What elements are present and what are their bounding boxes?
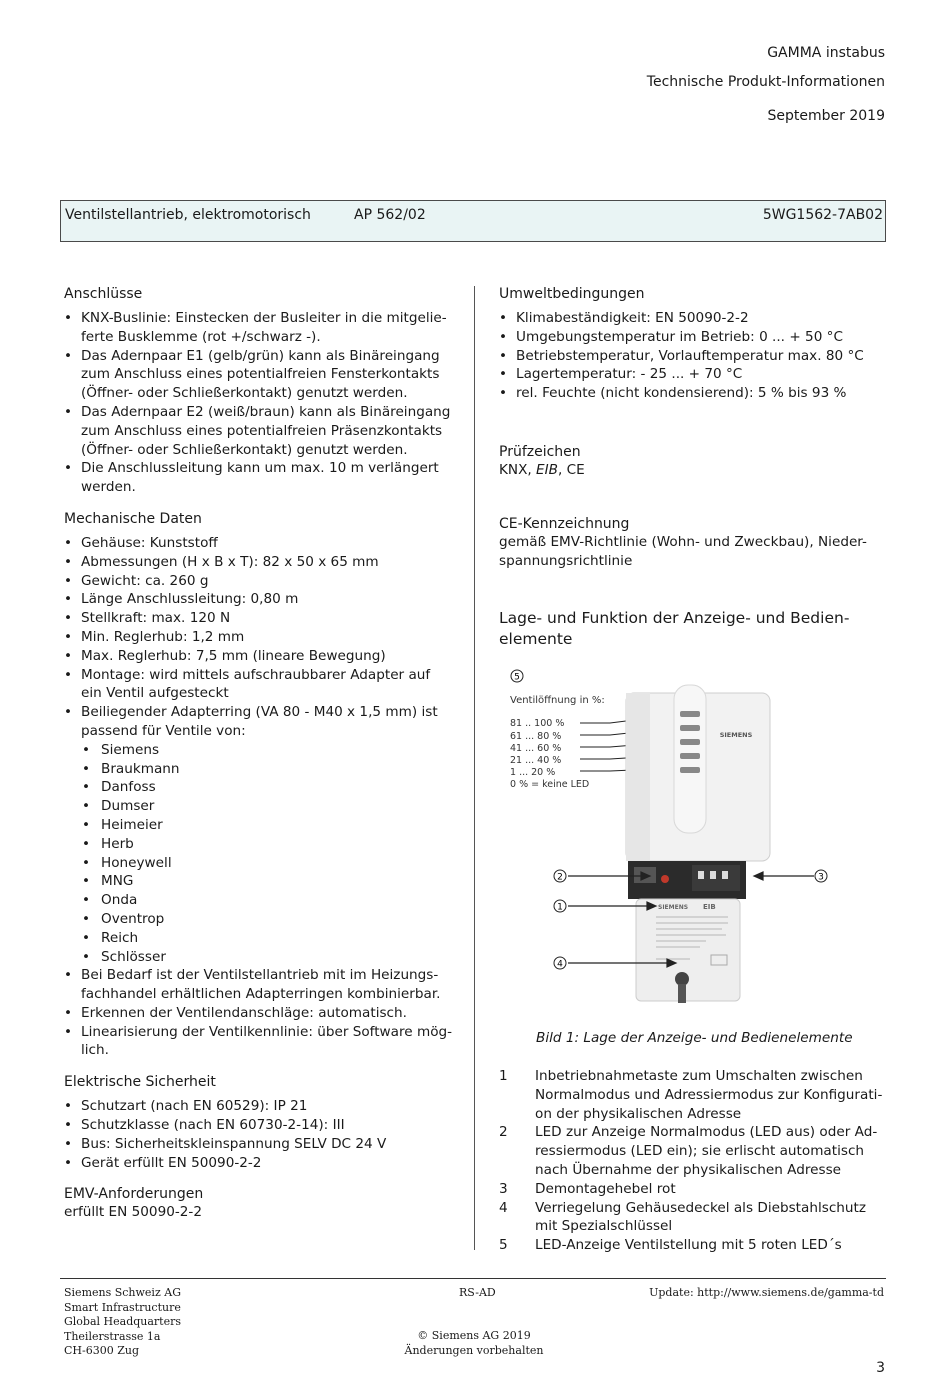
figure-label-title: Ventilöffnung in %: — [510, 695, 605, 706]
marker-1-label: 1 — [557, 902, 563, 913]
brand-item: • Dumser — [82, 797, 454, 816]
led-slot — [680, 753, 700, 759]
list-item: • Betriebstemperatur, Vorlauftemperatur max. 80 °C — [499, 347, 889, 366]
marker-3-label: 3 — [818, 872, 824, 883]
ce-text: gemäß EMV-Richtlinie (Wohn- und Zweckbau), Nieder-spannungsrichtlinie — [499, 534, 867, 569]
right-column — [499, 286, 889, 403]
legend-item: 2 LED zur Anzeige Normalmodus (LED aus) oder Ad-ressiermodus (LED ein); sie erlischt automatisch nach Übernahme der physikalischen Adresse — [499, 1124, 878, 1178]
figure-legend — [499, 1067, 884, 1255]
device-housing — [626, 685, 770, 861]
label-eib-logo: EIB — [703, 903, 716, 911]
section-heading-lage: Lage- und Funktion der Anzeige- und Bedien-elemente — [499, 609, 850, 648]
brand-item: • Honeywell — [82, 854, 454, 873]
section-heading-emv: EMV-Anforderungen — [64, 1186, 204, 1203]
device-lower-body — [636, 899, 740, 1003]
list-item: • Schutzklasse (nach EN 60730-2-14): III — [64, 1116, 454, 1135]
list-item: • rel. Feuchte (nicht kondensierend): 5 % bis 93 % — [499, 384, 889, 403]
brand-name: GAMMA instabus — [767, 45, 885, 61]
legend-item: 5 LED-Anzeige Ventilstellung mit 5 roten LED´s — [499, 1237, 842, 1254]
brand-item: • Oventrop — [82, 910, 454, 929]
list-anschluesse — [64, 309, 454, 497]
list-item: • Gerät erfüllt EN 50090-2-2 — [64, 1154, 454, 1173]
brand-item: • Onda — [82, 891, 454, 910]
section-heading-pruef: Prüfzeichen — [499, 444, 581, 460]
list-item: • Gewicht: ca. 260 g — [64, 572, 454, 591]
device-figure — [500, 665, 885, 1035]
level-label: 21 ... 40 % — [510, 755, 562, 766]
list-umwelt — [499, 309, 889, 403]
list-item: • Bei Bedarf ist der Ventilstellantrieb mit im Heizungs-fachhandel erhältlichen Adapterringen kombinierbar. — [64, 966, 454, 1004]
legend-item: 4 Verriegelung Gehäusedeckel als Diebstahlschutz mit Spezialschlüssel — [499, 1199, 866, 1235]
list-item: • Klimabeständigkeit: EN 50090-2-2 — [499, 309, 889, 328]
label-brand: SIEMENS — [658, 904, 689, 911]
section-heading-mechanik: Mechanische Daten — [64, 510, 202, 527]
document-type: Technische Produkt-Informationen — [646, 74, 885, 90]
list-item: • Linearisierung der Ventilkennlinie: über Software mög-lich. — [64, 1023, 454, 1061]
footer-update-link[interactable]: Update: http://www.siemens.de/gamma-td — [649, 1286, 884, 1299]
level-label: 41 ... 60 % — [510, 743, 562, 754]
marker-4-label: 4 — [557, 959, 563, 970]
brand-item: • Siemens — [82, 741, 454, 760]
level-label: 0 % = keine LED — [510, 779, 590, 790]
list-item: • Montage: wird mittels aufschraubbarer Adapter auf ein Ventil aufgesteckt — [64, 666, 454, 704]
list-item: • Die Anschlussleitung kann um max. 10 m verlängert werden. — [64, 459, 454, 497]
led-slot — [680, 739, 700, 745]
footer-dept: RS-AD — [459, 1286, 496, 1299]
programming-led — [661, 875, 669, 883]
list-item: • Umgebungstemperatur im Betrieb: 0 ... + 50 °C — [499, 328, 889, 347]
led-slot — [680, 711, 700, 717]
legend-item: 3 Demontagehebel rot — [499, 1180, 676, 1197]
section-heading-umwelt: Umweltbedingungen — [499, 286, 645, 302]
device-brand-label: SIEMENS — [719, 731, 753, 739]
footer-address: Siemens Schweiz AG Smart Infrastructure Global Headquarters Theilerstrasse 1a CH-6300 Zug — [64, 1286, 182, 1357]
ce-section — [499, 516, 879, 571]
column-divider — [474, 286, 475, 1250]
led-slot — [680, 767, 700, 773]
pruefzeichen-section — [499, 444, 889, 480]
list-item: • Lagertemperatur: - 25 ... + 70 °C — [499, 365, 889, 384]
section-heading-ce: CE-Kennzeichnung — [499, 516, 630, 532]
list-item: • Erkennen der Ventilendanschläge: automatisch. — [64, 1004, 454, 1023]
brand-item: • Heimeier — [82, 816, 454, 835]
list-item: • Gehäuse: Kunststoff — [64, 534, 454, 553]
list-item: • Das Adernpaar E2 (weiß/braun) kann als Binäreingang zum Anschluss eines potentialfreien Präsenzkontakts (Öffner- oder Schließerkontakt) genutzt werden. — [64, 403, 454, 459]
product-name: Ventilstellantrieb, elektromotorisch — [65, 207, 311, 223]
pruef-text: KNX, EIB, CE — [499, 462, 585, 478]
list-mechanik-after — [64, 966, 454, 1060]
brand-item: • Danfoss — [82, 778, 454, 797]
list-item: • Bus: Sicherheitskleinspannung SELV DC 24 V — [64, 1135, 454, 1154]
document-date: September 2019 — [767, 108, 885, 124]
order-number: 5WG1562-7AB02 — [762, 207, 883, 223]
list-item: • Schutzart (nach EN 60529): IP 21 — [64, 1097, 454, 1116]
emv-text: erfüllt EN 50090-2-2 — [64, 1204, 202, 1221]
figure-caption: Bild 1: Lage der Anzeige- und Bedienelemente — [536, 1030, 853, 1046]
footer-divider — [60, 1278, 886, 1279]
list-item: • Das Adernpaar E1 (gelb/grün) kann als Binäreingang zum Anschluss eines potentialfreien Fensterkontakts (Öffner- oder Schließerkontakt) genutzt werden. — [64, 347, 454, 403]
list-item: • Länge Anschlussleitung: 0,80 m — [64, 590, 454, 609]
terminal-block — [628, 861, 746, 899]
list-item: • KNX-Buslinie: Einstecken der Busleiter in die mitgelie-ferte Busklemme (rot +/schwarz -). — [64, 309, 454, 347]
marker-5-label: 5 — [514, 672, 520, 683]
list-item: • Beiliegender Adapterring (VA 80 - M40 x 1,5 mm) ist passend für Ventile von: — [64, 703, 454, 741]
list-item: • Min. Reglerhub: 1,2 mm — [64, 628, 454, 647]
level-label: 1 ... 20 % — [510, 767, 556, 778]
section-heading-anschluesse: Anschlüsse — [64, 286, 143, 302]
brand-item: • MNG — [82, 872, 454, 891]
level-label: 81 .. 100 % — [510, 718, 565, 729]
list-sicherheit — [64, 1097, 454, 1172]
list-item: • Abmessungen (H x B x T): 82 x 50 x 65 mm — [64, 553, 454, 572]
product-title-bar — [60, 200, 886, 242]
lock-screw — [675, 972, 689, 986]
legend-item: 1 Inbetriebnahmetaste zum Umschalten zwischen Normalmodus und Adressiermodus zur Konfigurati-on der physikalischen Adresse — [499, 1068, 883, 1122]
left-column — [64, 286, 454, 1222]
led-slot — [680, 725, 700, 731]
level-label: 61 ... 80 % — [510, 731, 562, 742]
brand-item: • Herb — [82, 835, 454, 854]
brand-item: • Reich — [82, 929, 454, 948]
brand-item: • Schlösser — [82, 948, 454, 967]
footer-copyright: © Siemens AG 2019 Änderungen vorbehalten — [404, 1329, 544, 1357]
section-heading-sicherheit: Elektrische Sicherheit — [64, 1074, 216, 1091]
list-valve-brands — [64, 741, 454, 967]
product-model: AP 562/02 — [354, 207, 426, 223]
list-item: • Stellkraft: max. 120 N — [64, 609, 454, 628]
page-number: 3 — [876, 1360, 885, 1376]
list-mechanik — [64, 534, 454, 741]
brand-item: • Braukmann — [82, 760, 454, 779]
list-item: • Max. Reglerhub: 7,5 mm (lineare Bewegung) — [64, 647, 454, 666]
marker-2-label: 2 — [557, 872, 563, 883]
